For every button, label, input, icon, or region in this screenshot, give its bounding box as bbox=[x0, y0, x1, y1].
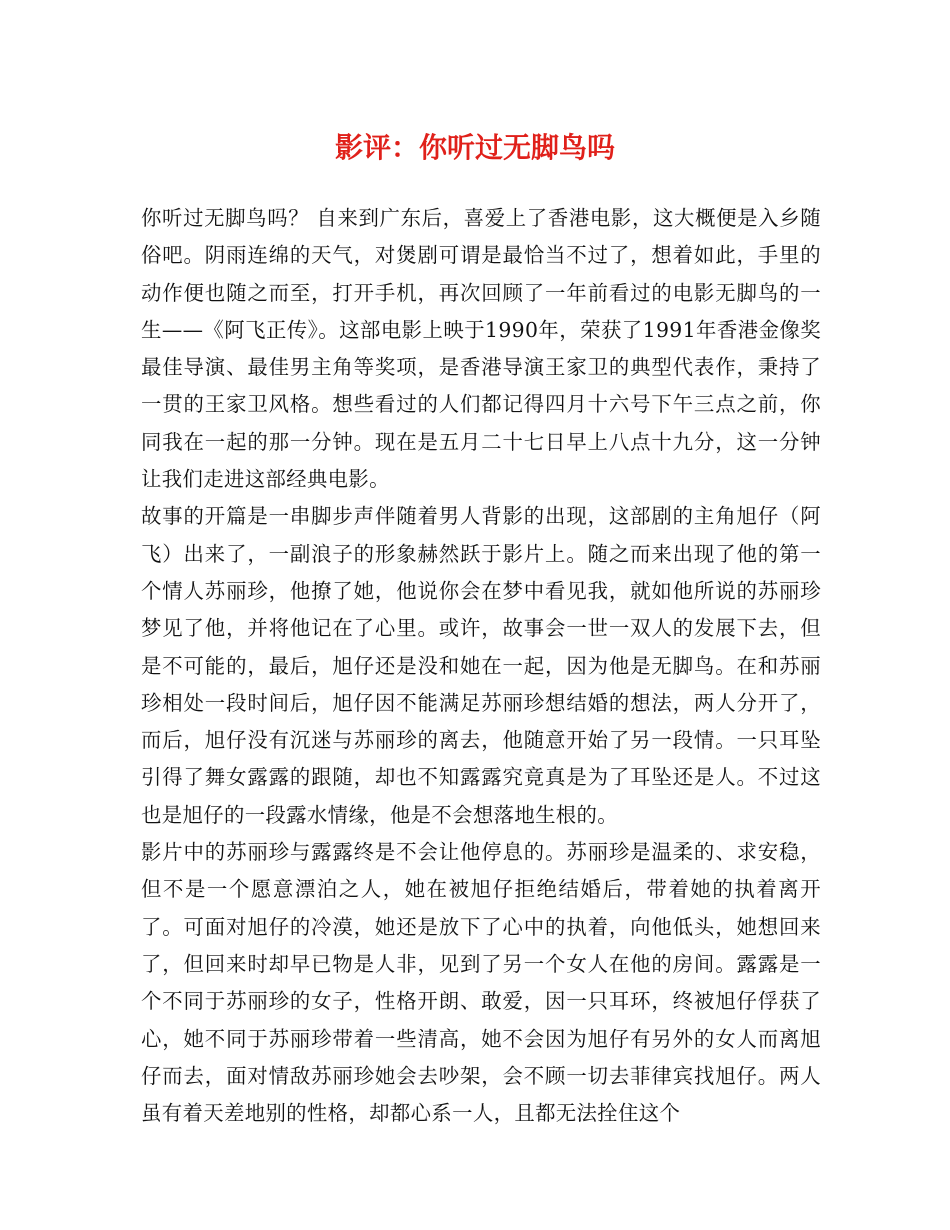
paragraph-story-opening: 故事的开篇是一串脚步声伴随着男人背影的出现，这部剧的主角旭仔（阿飞）出来了，一副浪子的形象赫然跃于影片上。随之而来出现了他的第一个情人苏丽珍，他撩了她，他说你会在梦中看见我，就如他所说的苏丽珍梦见了他，并将他记在了心里。或许，故事会一世一双人的发展下去，但是不可能的，最后，旭仔还是没和她在一起，因为他是无脚鸟。在和苏丽珍相处一段时间后，旭仔因不能满足苏丽珍想结婚的想法，两人分开了，而后，旭仔没有沉迷与苏丽珍的离去，他随意开始了另一段情。一只耳坠引得了舞女露露的跟随，却也不知露露究竟真是为了耳坠还是人。不过这也是旭仔的一段露水情缘，他是不会想落地生根的。 bbox=[141, 504, 821, 827]
paragraph-characters: 影片中的苏丽珍与露露终是不会让他停息的。苏丽珍是温柔的、求安稳，但不是一个愿意漂泊之人，她在被旭仔拒绝结婚后，带着她的执着离开了。可面对旭仔的冷漠，她还是放下了心中的执着，向他低头，她想回来了，但回来时却早已物是人非，见到了另一个女人在他的房间。露露是一个不同于苏丽珍的女子，性格开朗、敢爱，因一只耳环，终被旭仔俘获了心，她不同于苏丽珍带着一些清高，她不会因为旭仔有另外的女人而离旭仔而去，面对情敌苏丽珍她会去吵架，会不顾一切去菲律宾找旭仔。两人虽有着天差地别的性格，却都心系一人，且都无法拴住这个 bbox=[141, 840, 821, 1126]
paragraph-intro: 你听过无脚鸟吗？ 自来到广东后，喜爱上了香港电影，这大概便是入乡随俗吧。阴雨连绵的天气，对煲剧可谓是最恰当不过了，想着如此，手里的动作便也随之而至，打开手机，再次回顾了一年前看过的电影无脚鸟的一生——《阿飞正传》。这部电影上映于1990年，荣获了1991年香港金像奖最佳导演、最佳男主角等奖项，是香港导演王家卫的典型代表作，秉持了一贯的王家卫风格。想些看过的人们都记得四月十六号下午三点之前，你同我在一起的那一分钟。现在是五月二十七日早上八点十九分，这一分钟让我们走进这部经典电影。 bbox=[141, 206, 821, 492]
document-title: 影评：你听过无脚鸟吗 bbox=[334, 131, 615, 164]
document-body bbox=[141, 200, 821, 1132]
